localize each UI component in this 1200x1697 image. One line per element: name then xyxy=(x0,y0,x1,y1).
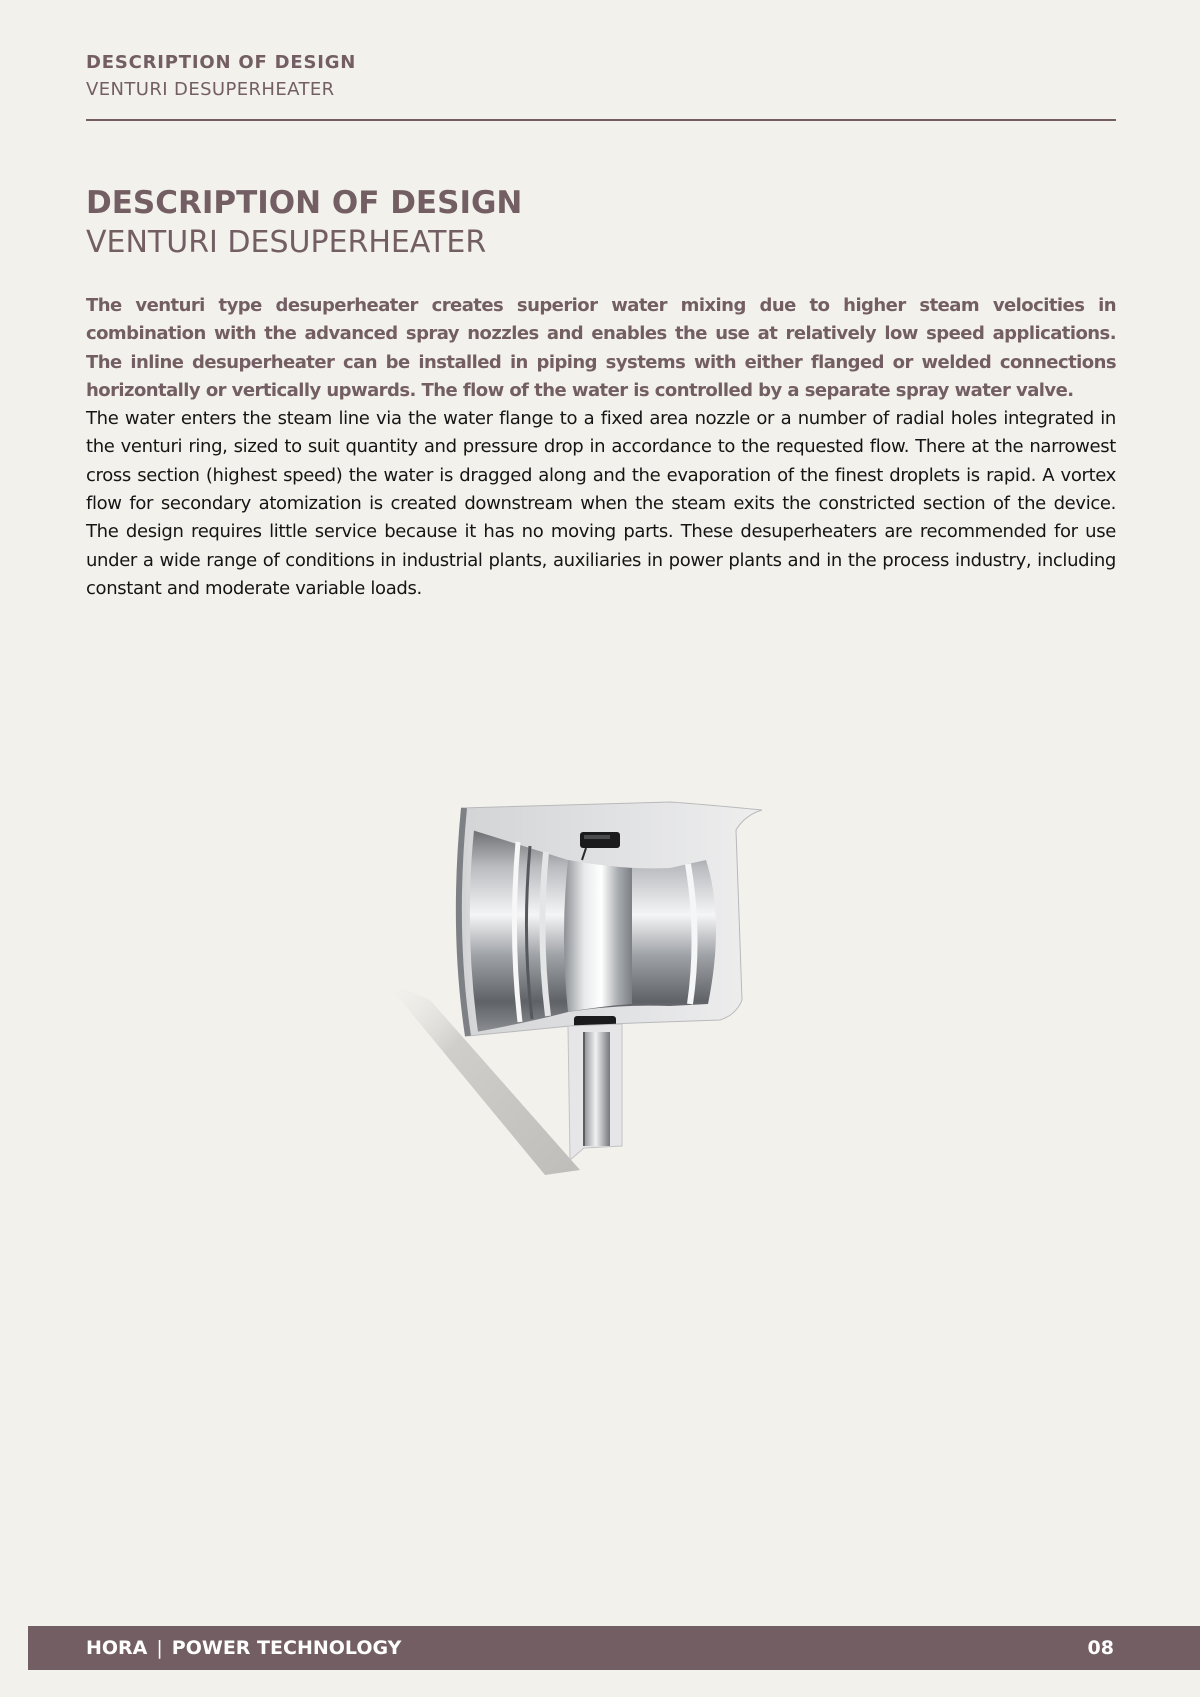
footer-brand: HORA xyxy=(86,1637,148,1659)
running-header-title: DESCRIPTION OF DESIGN xyxy=(86,52,357,73)
running-header xyxy=(86,52,1116,100)
section-subtitle: VENTURI DESUPERHEATER xyxy=(86,225,487,260)
section-title: DESCRIPTION OF DESIGN xyxy=(86,185,523,221)
page-number: 08 xyxy=(1087,1637,1114,1659)
footer-bar xyxy=(28,1626,1200,1670)
body-text xyxy=(86,292,1116,603)
running-header-subtitle: VENTURI DESUPERHEATER xyxy=(86,79,335,100)
intro-paragraph: The venturi type desuperheater creates superior water mixing due to higher steam velocities in combination with the advanced spray nozzles and enables the use at relatively low speed applications. The inline desuperheater can be installed in piping systems with either flanged or welded connections horizontally or vertically upwards. The flow of the water is controlled by a separate spray water valve. xyxy=(86,295,1116,401)
section-heading xyxy=(86,183,1116,263)
footer-separator: | xyxy=(156,1637,163,1659)
venturi-cutaway-illustration xyxy=(370,790,790,1180)
footer-brand-line xyxy=(86,1626,401,1670)
venturi-desuperheater-figure xyxy=(370,790,790,1180)
footer-tagline: POWER TECHNOLOGY xyxy=(171,1637,402,1659)
header-divider xyxy=(86,119,1116,121)
detail-paragraph: The water enters the steam line via the water flange to a fixed area nozzle or a number of radial holes integrated in the venturi ring, sized to suit quantity and pressure drop in accordance to the requested flow. There at the narrowest cross section (highest speed) the water is dragged along and the evaporation of the finest droplets is rapid. A vortex flow for secondary atomization is created downstream when the steam exits the constricted section of the device. The design requires little service because it has no moving parts. These desuperheaters are recommended for use under a wide range of conditions in industrial plants, auxiliaries in power plants and in the process industry, including constant and moderate variable loads. xyxy=(86,408,1116,599)
